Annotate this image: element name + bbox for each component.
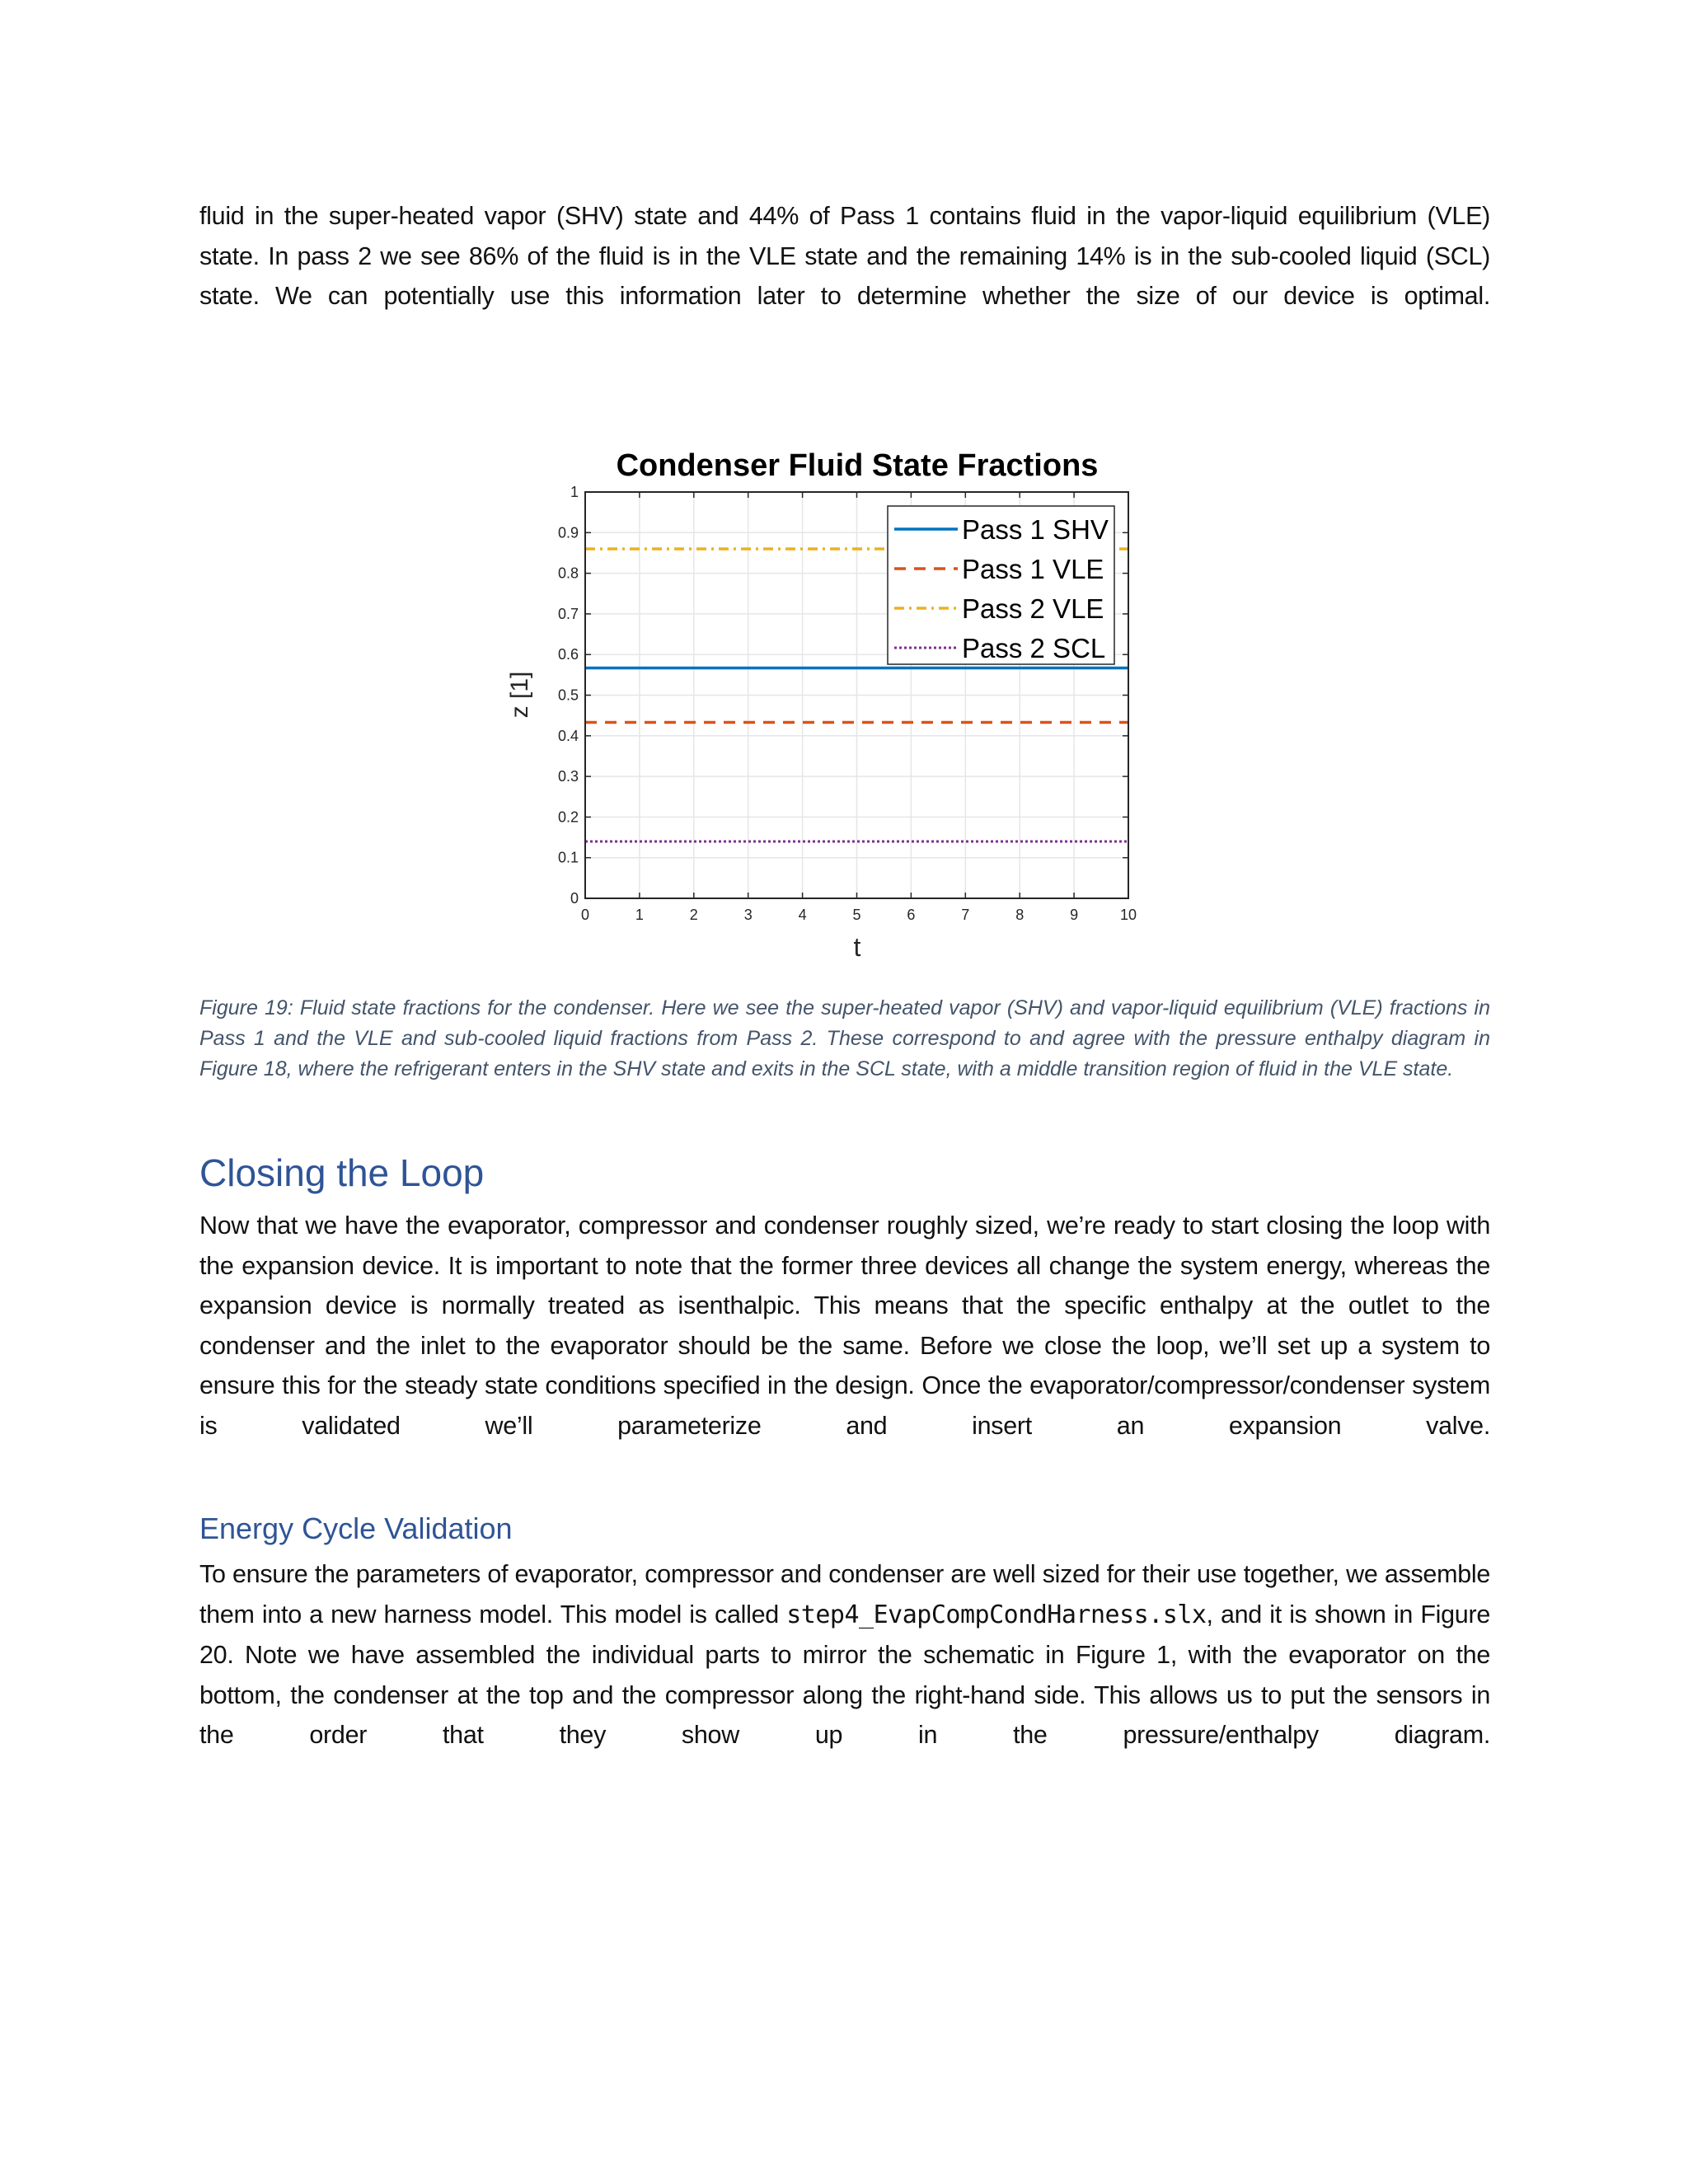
- y-tick-label: 0.9: [557, 524, 579, 541]
- paragraph-text: , and it is shown in Figure 20. Note we have assembled the individual parts to mirror the schematic in Figure 1, with the evaporator on the bottom, the condenser at the top and the compressor along the right-hand side. This allows us to put the sensors in the order that they show up in the pressure/enthalpy diagram.: [199, 1600, 1490, 1750]
- y-tick-label: 1: [570, 484, 579, 500]
- y-tick-label: 0.7: [557, 605, 579, 622]
- x-tick-label: 2: [689, 907, 698, 923]
- legend-label: Pass 2 VLE: [962, 593, 1104, 624]
- figure-caption: Figure 19: Fluid state fractions for the condenser. Here we see the super-heated vapor (SHV) and vapor-liquid equilibrium (VLE) fractions in Pass 1 and the VLE and sub-cooled liquid fractions from Pass 2. These correspond to and agree with the pressure enthalpy diagram in Figure 18, where the refrigerant enters in the SHV state and exits in the SCL state, with a middle transition region of fluid in the VLE state.: [199, 996, 1490, 1080]
- y-axis-label: z [1]: [506, 671, 533, 719]
- y-tick-label: 0.2: [557, 808, 579, 826]
- y-tick-label: 0.5: [557, 687, 579, 704]
- x-tick-label: 1: [635, 907, 644, 923]
- intro-paragraph: fluid in the super-heated vapor (SHV) state and 44% of Pass 1 contains fluid in the vapor-liquid equilibrium (VLE) state. In pass 2 we see 86% of the fluid is in the VLE state and the remaining 14% is in the sub-cooled liquid (SCL) state. We can potentially use this information later to determine whether the size of our device is optimal.: [199, 202, 1490, 311]
- legend-label: Pass 1 VLE: [962, 554, 1104, 584]
- condenser-fluid-state-chart: [495, 437, 1154, 972]
- x-tick-label: 6: [907, 907, 916, 923]
- x-tick-label: 10: [1119, 907, 1137, 923]
- y-tick-label: 0: [570, 890, 579, 907]
- subsection-paragraph: [199, 1554, 1490, 1796]
- paragraph-text: To ensure the parameters of evaporator, compressor and condenser are well sized for their use together, we assemble them into a new harness model. This model is called: [199, 1560, 1490, 1629]
- y-tick-label: 0.1: [557, 849, 579, 866]
- x-tick-label: 9: [1070, 907, 1079, 923]
- y-tick-label: 0.8: [557, 565, 579, 582]
- x-tick-label: 7: [961, 907, 970, 923]
- y-tick-label: 0.4: [557, 727, 579, 744]
- x-tick-label: 0: [580, 907, 590, 923]
- x-tick-label: 5: [852, 907, 861, 923]
- legend-label: Pass 2 SCL: [962, 633, 1106, 663]
- model-filename: step4_EvapCompCondHarness.slx: [786, 1600, 1207, 1629]
- chart-title: Condenser Fluid State Fractions: [616, 448, 1099, 483]
- legend: [888, 506, 1114, 664]
- x-tick-label: 3: [743, 907, 753, 923]
- x-axis-label: t: [853, 932, 861, 962]
- subsection-heading: Energy Cycle Validation: [199, 1511, 513, 1545]
- x-tick-label: 8: [1015, 907, 1025, 923]
- section-paragraph: Now that we have the evaporator, compressor and condenser roughly sized, we’re ready to start closing the loop with the expansion device. It is important to note that the former three devices all change the system energy, whereas the expansion device is normally treated as isenthalpic. This means that the specific enthalpy at the outlet to the condenser and the inlet to the evaporator should be the same. Before we close the loop, we’ll set up a system to ensure this for the steady state conditions specified in the design. Once the evaporator/compressor/condenser system is validated we’ll parameterize and insert an expansion valve.: [199, 1212, 1490, 1440]
- y-tick-label: 0.3: [557, 768, 579, 785]
- x-tick-label: 4: [798, 907, 807, 923]
- section-heading: Closing the Loop: [199, 1151, 485, 1194]
- legend-label: Pass 1 SHV: [962, 514, 1109, 545]
- y-tick-label: 0.6: [557, 646, 579, 663]
